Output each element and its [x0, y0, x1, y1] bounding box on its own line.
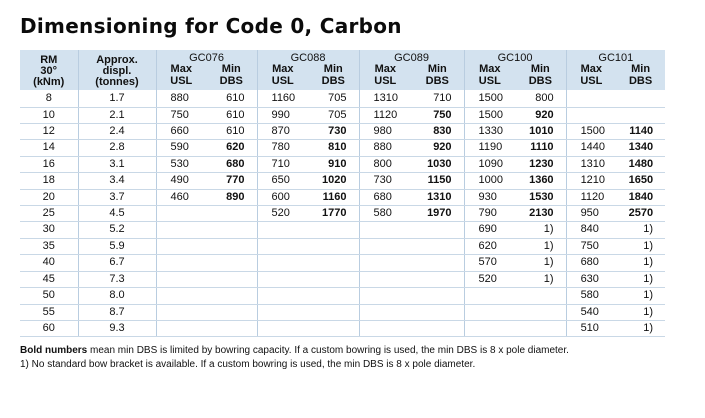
cell-min-dbs: 830	[411, 124, 464, 140]
footnote-1: 1) No standard bow bracket is available. If a custom bowring is used, the min DBS is 8 x pole diameter.	[20, 359, 476, 370]
cell-min-dbs: 1840	[616, 189, 665, 205]
cell-min-dbs	[411, 304, 464, 320]
max-header-bottom: USL	[566, 76, 616, 91]
cell-min-dbs: 705	[308, 107, 359, 123]
cell-min-dbs: 620	[206, 140, 257, 156]
cell-max-usl: 980	[359, 124, 411, 140]
cell-min-dbs	[308, 222, 359, 238]
page-title: Dimensioning for Code 0, Carbon	[20, 14, 402, 38]
group-header-gc101: GC101	[566, 50, 665, 64]
cell-min-dbs: 1)	[515, 271, 566, 287]
min-header-bottom: DBS	[308, 76, 359, 91]
table-row	[20, 238, 665, 254]
cell-max-usl: 620	[464, 238, 515, 254]
cell-min-dbs	[411, 255, 464, 271]
cell-min-dbs: 770	[206, 173, 257, 189]
cell-max-usl: 790	[464, 206, 515, 222]
cell-min-dbs: 1110	[515, 140, 566, 156]
col-header-rm	[20, 50, 78, 91]
cell-max-usl	[359, 320, 411, 336]
cell-displacement: 6.7	[78, 255, 156, 271]
cell-min-dbs: 710	[411, 91, 464, 107]
disp-header-line: displ.	[102, 64, 132, 77]
cell-max-usl: 840	[566, 222, 616, 238]
cell-rm: 40	[20, 255, 78, 271]
cell-rm: 60	[20, 320, 78, 336]
cell-min-dbs: 1)	[616, 255, 665, 271]
footnote-bold-label: Bold numbers	[20, 345, 88, 356]
cell-max-usl: 750	[156, 107, 206, 123]
cell-min-dbs: 910	[308, 156, 359, 172]
table-row	[20, 271, 665, 287]
cell-max-usl	[156, 238, 206, 254]
cell-min-dbs	[308, 271, 359, 287]
cell-max-usl: 870	[257, 124, 308, 140]
cell-min-dbs: 2130	[515, 206, 566, 222]
cell-min-dbs: 1160	[308, 189, 359, 205]
cell-max-usl: 710	[257, 156, 308, 172]
cell-max-usl: 800	[359, 156, 411, 172]
cell-min-dbs: 1)	[616, 271, 665, 287]
table-row	[20, 206, 665, 222]
cell-min-dbs	[616, 107, 665, 123]
disp-header-line: (tonnes)	[95, 76, 139, 89]
cell-max-usl	[464, 304, 515, 320]
cell-rm: 8	[20, 91, 78, 107]
cell-min-dbs: 1)	[515, 222, 566, 238]
table-row	[20, 140, 665, 156]
group-header-gc076: GC076	[156, 50, 257, 64]
cell-max-usl: 490	[156, 173, 206, 189]
min-header-bottom: DBS	[515, 76, 566, 91]
cell-min-dbs	[411, 320, 464, 336]
cell-displacement: 8.0	[78, 288, 156, 304]
cell-max-usl	[156, 288, 206, 304]
cell-min-dbs	[308, 320, 359, 336]
cell-min-dbs	[515, 288, 566, 304]
col-header-displacement	[78, 50, 156, 91]
cell-max-usl: 750	[566, 238, 616, 254]
cell-min-dbs: 890	[206, 189, 257, 205]
cell-min-dbs	[206, 288, 257, 304]
cell-min-dbs: 1650	[616, 173, 665, 189]
cell-min-dbs: 730	[308, 124, 359, 140]
cell-rm: 45	[20, 271, 78, 287]
header-row-1	[20, 50, 665, 64]
cell-min-dbs	[515, 320, 566, 336]
cell-max-usl: 680	[566, 255, 616, 271]
cell-min-dbs	[616, 91, 665, 107]
cell-min-dbs: 1)	[616, 238, 665, 254]
cell-max-usl: 1310	[566, 156, 616, 172]
cell-max-usl: 1120	[566, 189, 616, 205]
cell-min-dbs: 1770	[308, 206, 359, 222]
max-header-bottom: USL	[156, 76, 206, 91]
cell-rm: 18	[20, 173, 78, 189]
cell-min-dbs	[206, 222, 257, 238]
cell-max-usl: 880	[359, 140, 411, 156]
cell-min-dbs: 800	[515, 91, 566, 107]
min-header-top: Min	[616, 64, 665, 75]
max-header-top: Max	[257, 64, 308, 75]
cell-rm: 30	[20, 222, 78, 238]
cell-rm: 12	[20, 124, 78, 140]
group-header-gc089: GC089	[359, 50, 464, 64]
footnotes	[20, 344, 569, 372]
cell-max-usl: 600	[257, 189, 308, 205]
cell-min-dbs	[411, 271, 464, 287]
cell-max-usl: 1090	[464, 156, 515, 172]
rm-header-line: (kNm)	[33, 76, 65, 89]
min-header-top: Min	[206, 64, 257, 75]
cell-max-usl	[156, 206, 206, 222]
cell-max-usl	[359, 222, 411, 238]
cell-max-usl: 1310	[359, 91, 411, 107]
table-row	[20, 222, 665, 238]
min-header-top: Min	[411, 64, 464, 75]
cell-min-dbs: 705	[308, 91, 359, 107]
table-row	[20, 189, 665, 205]
max-header-top: Max	[566, 64, 616, 75]
cell-max-usl	[257, 222, 308, 238]
cell-max-usl: 930	[464, 189, 515, 205]
cell-min-dbs: 610	[206, 107, 257, 123]
cell-min-dbs	[206, 255, 257, 271]
cell-max-usl	[156, 255, 206, 271]
cell-min-dbs: 1340	[616, 140, 665, 156]
cell-max-usl: 630	[566, 271, 616, 287]
cell-max-usl: 1190	[464, 140, 515, 156]
cell-max-usl	[257, 288, 308, 304]
table-row	[20, 320, 665, 336]
max-header-top: Max	[464, 64, 515, 75]
cell-max-usl: 1000	[464, 173, 515, 189]
cell-rm: 55	[20, 304, 78, 320]
group-header-gc100: GC100	[464, 50, 566, 64]
cell-min-dbs: 1030	[411, 156, 464, 172]
cell-max-usl: 520	[464, 271, 515, 287]
cell-min-dbs: 680	[206, 156, 257, 172]
cell-max-usl	[257, 271, 308, 287]
cell-max-usl	[156, 320, 206, 336]
dimension-table-wrap	[20, 50, 665, 337]
cell-rm: 25	[20, 206, 78, 222]
cell-min-dbs: 1)	[616, 304, 665, 320]
cell-max-usl: 570	[464, 255, 515, 271]
cell-min-dbs	[308, 238, 359, 254]
cell-max-usl: 1500	[566, 124, 616, 140]
table-row	[20, 173, 665, 189]
cell-max-usl: 880	[156, 91, 206, 107]
cell-max-usl	[156, 222, 206, 238]
min-header-top: Min	[308, 64, 359, 75]
cell-min-dbs: 1970	[411, 206, 464, 222]
cell-max-usl: 460	[156, 189, 206, 205]
cell-max-usl: 680	[359, 189, 411, 205]
cell-max-usl: 1160	[257, 91, 308, 107]
cell-max-usl	[257, 255, 308, 271]
footnote-bold-numbers	[20, 344, 569, 358]
cell-max-usl: 950	[566, 206, 616, 222]
cell-max-usl	[359, 288, 411, 304]
cell-min-dbs: 1150	[411, 173, 464, 189]
cell-displacement: 5.2	[78, 222, 156, 238]
cell-min-dbs: 1)	[515, 238, 566, 254]
min-header-bottom: DBS	[411, 76, 464, 91]
cell-displacement: 4.5	[78, 206, 156, 222]
cell-max-usl: 590	[156, 140, 206, 156]
min-header-bottom: DBS	[616, 76, 665, 91]
cell-min-dbs	[308, 304, 359, 320]
cell-displacement: 3.7	[78, 189, 156, 205]
cell-max-usl: 1210	[566, 173, 616, 189]
cell-max-usl	[156, 271, 206, 287]
cell-min-dbs	[308, 288, 359, 304]
table-body	[20, 91, 665, 337]
cell-displacement: 8.7	[78, 304, 156, 320]
cell-min-dbs: 810	[308, 140, 359, 156]
cell-min-dbs: 1230	[515, 156, 566, 172]
cell-max-usl: 540	[566, 304, 616, 320]
cell-rm: 20	[20, 189, 78, 205]
footnote-bold-text: mean min DBS is limited by bowring capacity. If a custom bowring is used, the min DBS is 8 x pole diameter.	[87, 345, 569, 356]
cell-max-usl: 660	[156, 124, 206, 140]
cell-min-dbs: 1)	[515, 255, 566, 271]
cell-min-dbs: 1360	[515, 173, 566, 189]
cell-max-usl: 690	[464, 222, 515, 238]
max-header-top: Max	[359, 64, 411, 75]
cell-min-dbs: 1)	[616, 222, 665, 238]
cell-displacement: 5.9	[78, 238, 156, 254]
table-row	[20, 107, 665, 123]
cell-max-usl: 530	[156, 156, 206, 172]
cell-min-dbs: 1010	[515, 124, 566, 140]
max-header-top: Max	[156, 64, 206, 75]
cell-max-usl: 520	[257, 206, 308, 222]
rm-header-line: RM	[40, 53, 58, 66]
cell-min-dbs: 920	[515, 107, 566, 123]
cell-max-usl	[257, 238, 308, 254]
cell-displacement: 2.1	[78, 107, 156, 123]
cell-min-dbs: 1020	[308, 173, 359, 189]
table-row	[20, 255, 665, 271]
cell-min-dbs	[515, 304, 566, 320]
cell-min-dbs	[411, 222, 464, 238]
cell-max-usl: 780	[257, 140, 308, 156]
table-row	[20, 156, 665, 172]
cell-max-usl: 730	[359, 173, 411, 189]
cell-displacement: 9.3	[78, 320, 156, 336]
cell-max-usl	[257, 320, 308, 336]
cell-max-usl	[464, 320, 515, 336]
cell-max-usl	[156, 304, 206, 320]
cell-max-usl: 990	[257, 107, 308, 123]
cell-min-dbs: 610	[206, 91, 257, 107]
group-header-gc088: GC088	[257, 50, 359, 64]
cell-min-dbs	[411, 238, 464, 254]
cell-min-dbs: 1)	[616, 288, 665, 304]
cell-max-usl: 1500	[464, 91, 515, 107]
cell-max-usl: 580	[566, 288, 616, 304]
max-header-bottom: USL	[359, 76, 411, 91]
cell-min-dbs	[308, 255, 359, 271]
cell-min-dbs	[206, 304, 257, 320]
dimension-table	[20, 50, 665, 337]
cell-max-usl	[359, 238, 411, 254]
max-header-bottom: USL	[464, 76, 515, 91]
max-header-bottom: USL	[257, 76, 308, 91]
cell-displacement: 3.4	[78, 173, 156, 189]
cell-max-usl	[566, 107, 616, 123]
cell-rm: 14	[20, 140, 78, 156]
cell-min-dbs	[206, 271, 257, 287]
cell-max-usl	[566, 91, 616, 107]
cell-min-dbs	[206, 320, 257, 336]
cell-max-usl: 1440	[566, 140, 616, 156]
table-row	[20, 91, 665, 107]
cell-max-usl	[359, 271, 411, 287]
cell-min-dbs	[411, 288, 464, 304]
cell-max-usl	[359, 304, 411, 320]
table-row	[20, 124, 665, 140]
cell-rm: 50	[20, 288, 78, 304]
cell-rm: 10	[20, 107, 78, 123]
cell-rm: 35	[20, 238, 78, 254]
cell-displacement: 1.7	[78, 91, 156, 107]
cell-max-usl: 1330	[464, 124, 515, 140]
cell-max-usl	[359, 255, 411, 271]
cell-rm: 16	[20, 156, 78, 172]
table-row	[20, 288, 665, 304]
cell-max-usl	[464, 288, 515, 304]
cell-min-dbs: 1480	[616, 156, 665, 172]
cell-min-dbs: 1)	[616, 320, 665, 336]
cell-min-dbs: 1140	[616, 124, 665, 140]
cell-min-dbs	[206, 238, 257, 254]
cell-min-dbs: 2570	[616, 206, 665, 222]
cell-min-dbs: 1310	[411, 189, 464, 205]
cell-max-usl	[257, 304, 308, 320]
cell-displacement: 7.3	[78, 271, 156, 287]
cell-min-dbs: 750	[411, 107, 464, 123]
rm-header-line: 30°	[40, 64, 58, 77]
table-header	[20, 50, 665, 91]
cell-max-usl: 1500	[464, 107, 515, 123]
disp-header-line: Approx.	[96, 53, 138, 66]
cell-max-usl: 510	[566, 320, 616, 336]
min-header-top: Min	[515, 64, 566, 75]
cell-max-usl: 580	[359, 206, 411, 222]
cell-max-usl: 650	[257, 173, 308, 189]
cell-displacement: 3.1	[78, 156, 156, 172]
min-header-bottom: DBS	[206, 76, 257, 91]
cell-max-usl: 1120	[359, 107, 411, 123]
cell-displacement: 2.8	[78, 140, 156, 156]
cell-min-dbs: 610	[206, 124, 257, 140]
cell-min-dbs: 1530	[515, 189, 566, 205]
cell-min-dbs	[206, 206, 257, 222]
table-row	[20, 304, 665, 320]
cell-min-dbs: 920	[411, 140, 464, 156]
cell-displacement: 2.4	[78, 124, 156, 140]
